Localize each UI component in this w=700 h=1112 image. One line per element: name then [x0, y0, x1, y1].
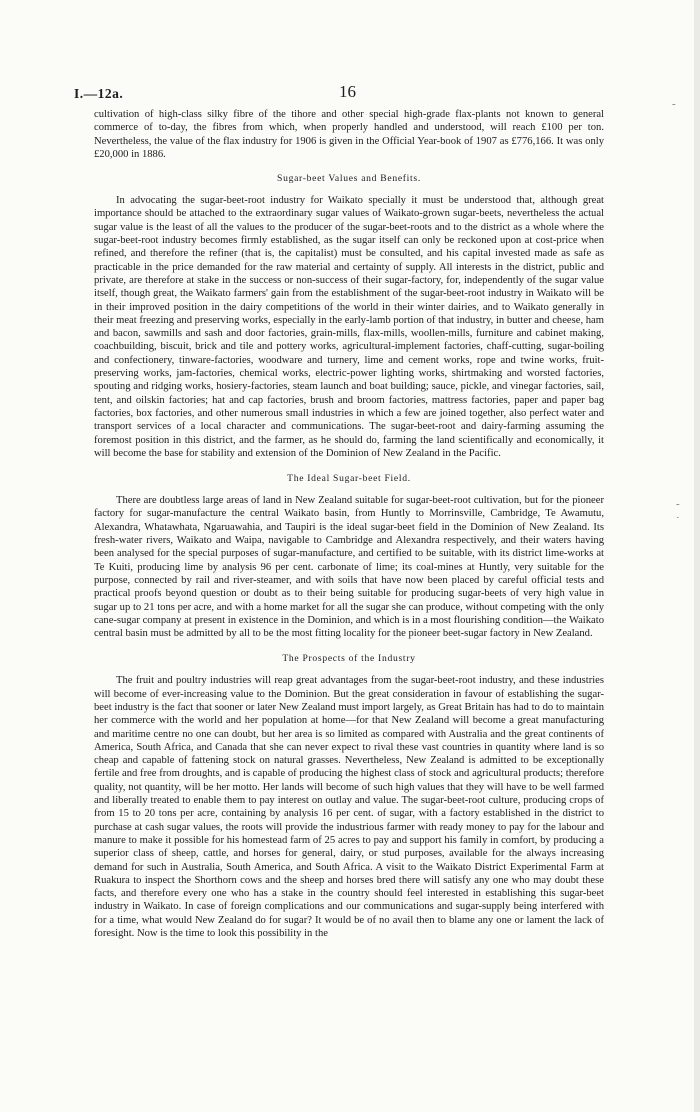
section-heading: The Ideal Sugar-beet Field. — [287, 473, 411, 485]
margin-mark: · — [676, 512, 680, 524]
section-heading: Sugar-beet Values and Benefits. — [277, 173, 421, 185]
section-paragraph: There are doubtless large areas of land in New Zealand suitable for sugar-beet-root cultivation, but for the pioneer factory for sugar-manufacture the central Waikato basin, from Huntly to Morrinsville, Cambridge, Te Awamutu, Alexandra, Whatawhata, Ngaruawahia, and Taupiri is the ideal sugar-beet field in the Dominion of New Zealand. Its fresh-water rivers, Waikato and Waipa, navigable to Cambridge and Alexandra respectively, and their waters having been analysed for the special purposes of sugar-manufacture, and certified to be suitable, with its district lime-works at Te Kuiti, producing lime by analysis 96 per cent. carbonate of lime; its coal-mines at Huntly, very suitable for the purpose, connected by rail and river-steamer, and with soils that have now been placed by careful official tests and practical proofs beyond question or doubt as to their being suitable for producing sugar-beets of very high value in sugar up to 21 tons per acre, and with a home market for all the sugar she can produce, without competing with the only cane-sugar company at present in existence in the Dominion, and which is in a most flourishing condition—the Waikato central basin must be admitted by all to be the most fitting locality for the pioneer beet-sugar factory in New Zealand. — [94, 495, 604, 640]
section-paragraph: The fruit and poultry industries will reap great advantages from the sugar-beet-root industry, and these industries will become of ever-increasing value to the Dominion. But the great consideration in favour of establishing the sugar-beet industry is the fact that sooner or later New Zealand must import largely, as Great Britain has had to do to maintain her commerce with the world and her population at home—for that New Zealand will become a great manufacturing and maritime centre no one can doubt, but her area is so limited as compared with Australia and the great continents of America, South Africa, and Canada that she can never expect to rival these vast countries in quantity where land is so cheap and capable of fattening stock on natural grasses. Nevertheless, New Zealand is admitted to be exceptionally fertile and free from droughts, and is capable of producing the highest class of stock and agricultural products; therefore quality, not quantity, will be her motto. Her lands will become of such high values that they will have to be well farmed and liberally treated to enable them to pay interest on outlay and value. The sugar-beet-root culture, producing crops of from 15 to 20 tons per acre, containing by analysis 16 per cent. of sugar, with a factory established in the district to purchase at cash sugar values, the roots will provide the industrious farmer with ready money to pay for the labour and manure to make it possible for his homestead farm of 25 acres to pay and support his family in comfort, by producing a superior class of sheep, cattle, and horses for general, dairy, or stud purposes, available for the always increasing demand for such in Australia, South America, and South Africa. A visit to the Waikato District Experimental Farm at Ruakura to inspect the Shorthorn cows and the sheep and horses bred there will satisfy any one who may doubt these facts, and therefore every one who has a stake in the country should feel interested in establishing this sugar-beet industry in Waikato. In case of foreign complications and our communications and sugar-supply being interfered with for a time, what would New Zealand do for sugar? It would be of no avail then to blame any one or lament the lack of foresight. Now is the time to look this possibility in the — [94, 675, 604, 940]
margin-mark: - — [672, 98, 676, 110]
section-paragraph: In advocating the sugar-beet-root industry for Waikato specially it must be understood that, although great importance should be attached to the extraordinary sugar values of Waikato-grown sugar-beets, nevertheless the actual sugar value is the least of all the values to the producer of the sugar-beet-roots and to the district as a whole where the sugar-beet-root industry becomes firmly established, as the sugar itself can only be reckoned upon at cost-price when refined, and therefore the refiner (that is, the capitalist) must be consulted, and his capital invested made as safe as practicable in the price demanded for the raw material and certainty of supply. All interests in the district, public and private, are therefore at stake in the success or non-success of their sugar-factory, for, independently of the sugar value itself, though great, the Waikato farmers' gain from the establishment of the sugar-beet-root industry in Waikato will be in their improved position in the dairy competitions of the world in their winter dairies, and to Waikato generally in their meat freezing and preserving works, especially in the early-lamb portion of that industry, in butter and cheese, ham and bacon, sawmills and sash and door factories, grain-mills, flax-mills, woollen-mills, furniture and cabinet making, coachbuilding, biscuit, brick and tile and pottery works, agricultural-implement factories, chaff-cutting, sugar-boiling and confectionery, tinware-factories, woodware and turnery, lime and cement works, rope and twine works, fruit-preserving works, jam-factories, chemical works, electric-power lighting works, shirtmaking and worsted factories, spouting and ridging works, hosiery-factories, steam launch and boat building; sauce, pickle, and vinegar factories, sail, tent, and oilskin factories; hat and cap factories, brush and broom factories, mattress factories, paper and paper bag factories, box factories, and other numerous small industries in which a few are joined together, also perfect water and transport services of a local character and communications. The sugar-beet-root and dairy-farming assuming the foremost position in this district, and the farmer, as he should do, farming the land scientifically and economically, it will become the base for stability and extension of the Dominion of New Zealand in the Pacific. — [94, 195, 604, 459]
page-number: 16 — [339, 82, 356, 101]
document-body — [94, 108, 604, 940]
document-reference: I.—12a. — [74, 86, 124, 101]
section-heading: The Prospects of the Industry — [282, 653, 416, 665]
intro-paragraph: cultivation of high-class silky fibre of the tihore and other special high-grade flax-plants not known to general commerce of to-day, the fibres from which, when properly handled and understood, will reach £100 per ton. Nevertheless, the value of the flax industry for 1906 is given in the Official Year-book of 1907 as £776,166. It was only £20,000 in 1886. — [94, 109, 604, 160]
margin-mark: - — [676, 498, 680, 510]
page-edge — [694, 0, 700, 1112]
